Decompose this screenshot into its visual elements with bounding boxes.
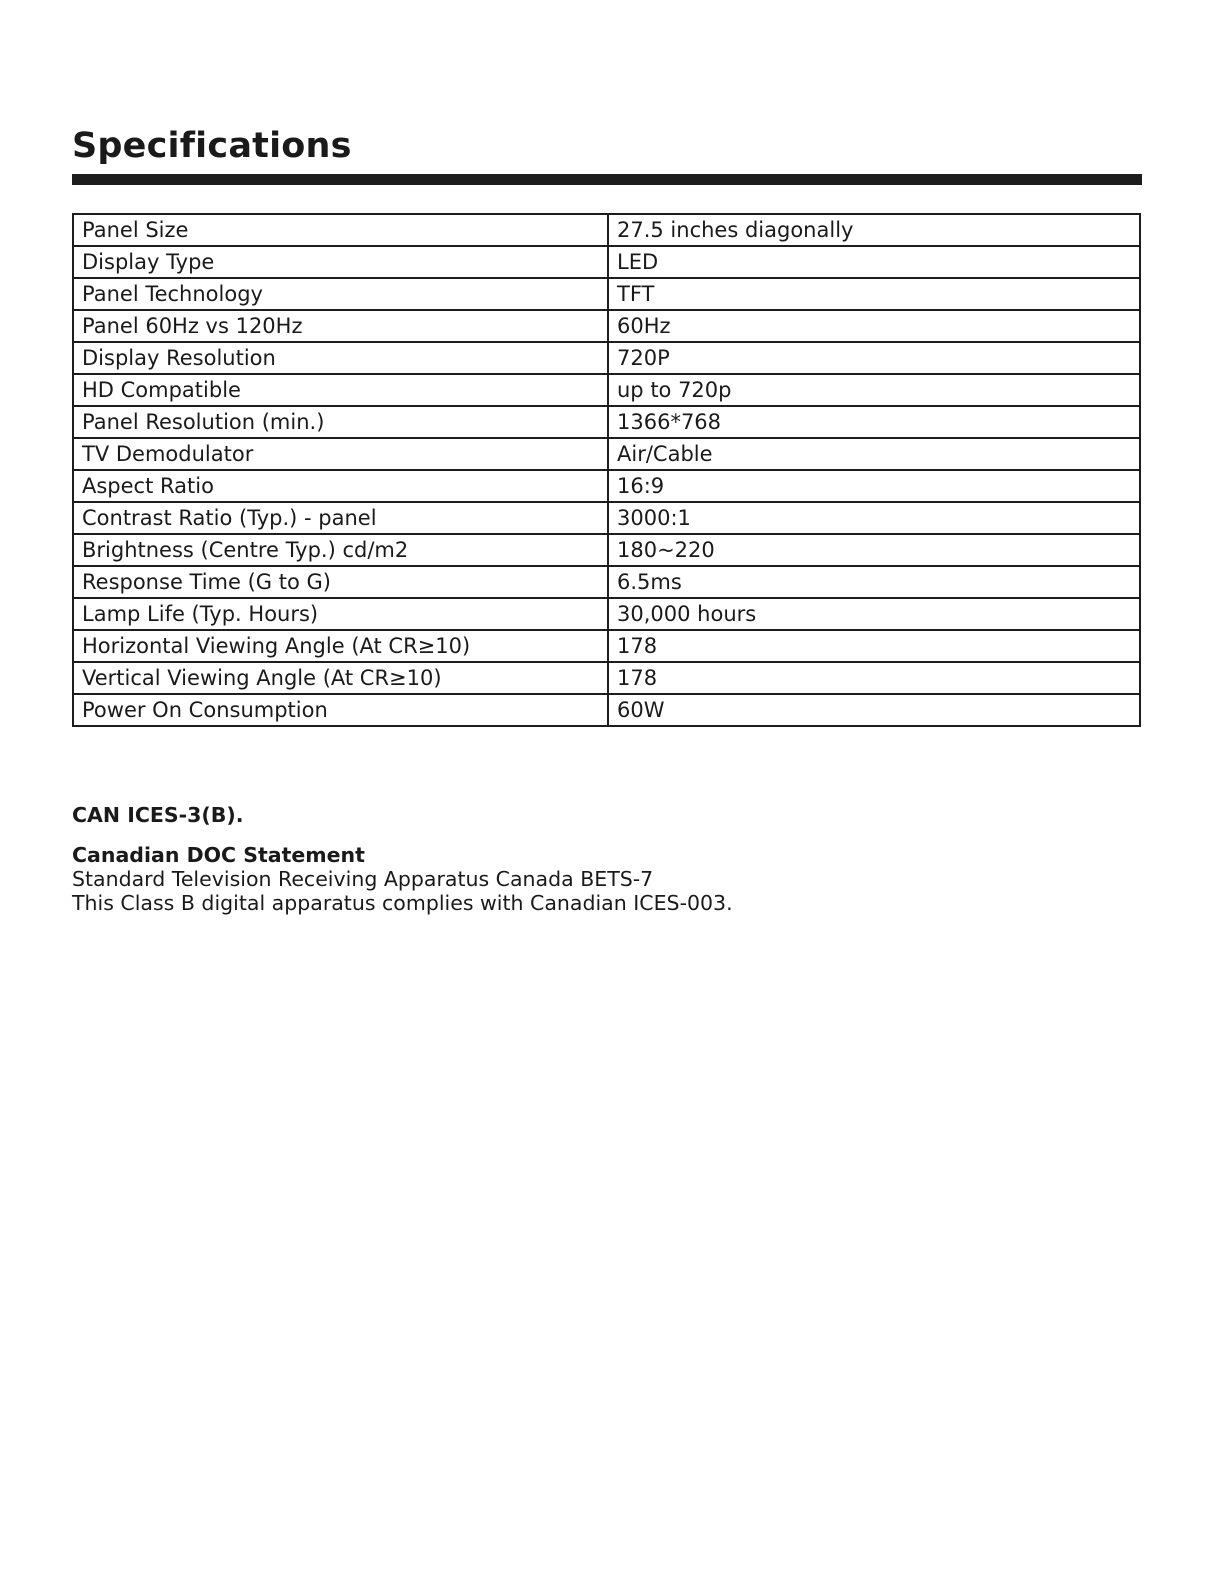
table-row <box>73 278 1140 310</box>
compliance-notes <box>72 803 1142 915</box>
spec-label: Display Type <box>73 246 608 278</box>
spec-label: TV Demodulator <box>73 438 608 470</box>
table-row <box>73 374 1140 406</box>
page-title: Specifications <box>72 126 352 166</box>
table-row <box>73 598 1140 630</box>
ices-statement: CAN ICES-3(B). <box>72 803 244 827</box>
spec-label: Brightness (Centre Typ.) cd/m2 <box>73 534 608 566</box>
doc-statement-line-1: Standard Television Receiving Apparatus Canada BETS-7 <box>72 867 654 891</box>
spec-label: Panel Technology <box>73 278 608 310</box>
spec-value: up to 720p <box>608 374 1140 406</box>
spec-value: 60Hz <box>608 310 1140 342</box>
table-row <box>73 566 1140 598</box>
table-row <box>73 694 1140 726</box>
spec-label: Aspect Ratio <box>73 470 608 502</box>
table-row <box>73 438 1140 470</box>
spec-label: Horizontal Viewing Angle (At CR≥10) <box>73 630 608 662</box>
spec-label: Lamp Life (Typ. Hours) <box>73 598 608 630</box>
spec-value: 1366*768 <box>608 406 1140 438</box>
spec-label: Panel Resolution (min.) <box>73 406 608 438</box>
table-row <box>73 214 1140 246</box>
spec-value: 180~220 <box>608 534 1140 566</box>
spec-label: Display Resolution <box>73 342 608 374</box>
spec-value: 178 <box>608 630 1140 662</box>
spec-label: Response Time (G to G) <box>73 566 608 598</box>
table-row <box>73 662 1140 694</box>
specifications-table <box>72 213 1141 727</box>
table-row <box>73 630 1140 662</box>
spec-value: 178 <box>608 662 1140 694</box>
spec-label: Contrast Ratio (Typ.) - panel <box>73 502 608 534</box>
spec-value: 6.5ms <box>608 566 1140 598</box>
spec-value: 30,000 hours <box>608 598 1140 630</box>
table-row <box>73 534 1140 566</box>
spec-label: Vertical Viewing Angle (At CR≥10) <box>73 662 608 694</box>
spec-label: Panel Size <box>73 214 608 246</box>
doc-statement-line-2: This Class B digital apparatus complies with Canadian ICES-003. <box>72 891 733 915</box>
spec-value: 60W <box>608 694 1140 726</box>
spec-value: 16:9 <box>608 470 1140 502</box>
spec-label: HD Compatible <box>73 374 608 406</box>
spec-value: 3000:1 <box>608 502 1140 534</box>
table-row <box>73 470 1140 502</box>
spec-label: Panel 60Hz vs 120Hz <box>73 310 608 342</box>
table-row <box>73 310 1140 342</box>
spec-value: 720P <box>608 342 1140 374</box>
table-row <box>73 342 1140 374</box>
spec-value: 27.5 inches diagonally <box>608 214 1140 246</box>
spec-label: Power On Consumption <box>73 694 608 726</box>
doc-statement-heading: Canadian DOC Statement <box>72 843 365 867</box>
title-divider <box>72 174 1142 185</box>
spec-value: Air/Cable <box>608 438 1140 470</box>
table-row <box>73 406 1140 438</box>
specifications-table-body <box>73 214 1140 726</box>
spec-value: LED <box>608 246 1140 278</box>
table-row <box>73 502 1140 534</box>
table-row <box>73 246 1140 278</box>
spec-value: TFT <box>608 278 1140 310</box>
